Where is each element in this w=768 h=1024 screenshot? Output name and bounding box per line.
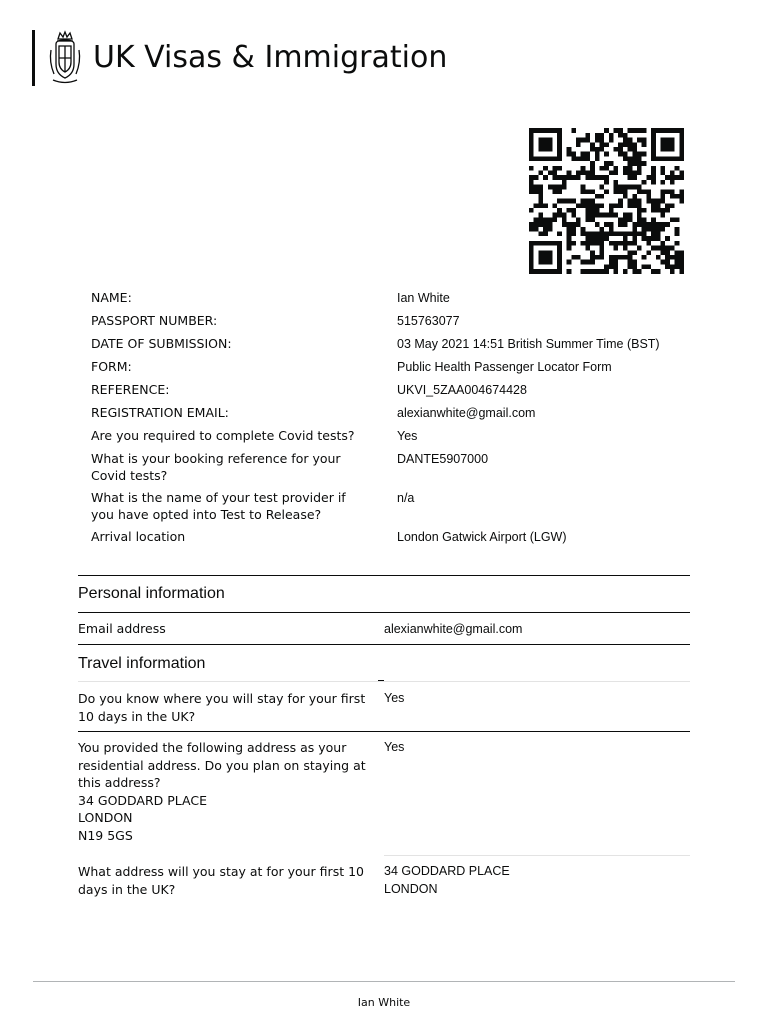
footer-name: Ian White <box>357 996 411 1009</box>
address-line: LONDON <box>384 881 438 896</box>
summary-value: DANTE5907000 <box>397 452 489 466</box>
row-divider <box>78 681 690 682</box>
section-divider <box>78 575 690 576</box>
dash-mark <box>378 680 384 681</box>
answer-know-stay: Yes <box>384 691 405 705</box>
summary-label: FORM: <box>91 359 132 374</box>
travel-info-heading: Travel information <box>78 655 206 672</box>
summary-value: n/a <box>397 491 415 505</box>
summary-value: Yes <box>397 429 418 443</box>
summary-value: Ian White <box>397 291 450 305</box>
section-divider <box>78 644 690 645</box>
summary-value: 515763077 <box>397 314 460 328</box>
summary-label: PASSPORT NUMBER: <box>91 313 218 328</box>
royal-coat-of-arms-icon <box>48 30 82 86</box>
question-know-stay: Do you know where you will stay for your first 10 days in the UK? <box>78 691 366 724</box>
summary-label: NAME: <box>91 290 132 305</box>
answer-residential-address: Yes <box>384 740 405 754</box>
row-divider <box>384 855 690 856</box>
summary-label: What is your booking reference for your Covid tests? <box>91 451 341 483</box>
summary-value: London Gatwick Airport (LGW) <box>397 530 567 544</box>
email-value: alexianwhite@gmail.com <box>384 622 523 636</box>
summary-label: REFERENCE: <box>91 382 170 397</box>
question-residential-address <box>78 739 368 844</box>
email-label: Email address <box>78 621 166 636</box>
summary-label: REGISTRATION EMAIL: <box>91 405 229 420</box>
address-line: 34 GODDARD PLACE <box>384 864 510 878</box>
section-divider <box>78 612 690 613</box>
summary-value: UKVI_5ZAA004674428 <box>397 383 527 397</box>
personal-info-heading: Personal information <box>78 585 225 602</box>
summary-label: What is the name of your test provider if you have opted into Test to Release? <box>91 490 346 522</box>
question-stay-address: What address will you stay at for your first 10 days in the UK? <box>78 864 364 897</box>
row-divider <box>78 731 690 732</box>
summary-label: Arrival location <box>91 529 186 544</box>
summary-label: Are you required to complete Covid tests? <box>91 428 355 443</box>
address-line: LONDON <box>78 810 133 825</box>
qr-code-image <box>529 128 684 274</box>
address-line: 34 GODDARD PLACE <box>78 792 208 808</box>
question-text: You provided the following address as your residential address. Do you plan on staying at this address? <box>78 740 366 790</box>
summary-value: 03 May 2021 14:51 British Summer Time (BST) <box>397 337 660 351</box>
header-rule <box>32 30 35 86</box>
footer-rule <box>33 981 735 982</box>
summary-label: DATE OF SUBMISSION: <box>91 336 232 351</box>
summary-value: Public Health Passenger Locator Form <box>397 360 612 374</box>
summary-value: alexianwhite@gmail.com <box>397 406 536 420</box>
app-title: UK Visas & Immigration <box>93 40 448 75</box>
address-line: N19 5GS <box>78 827 133 843</box>
answer-stay-address <box>384 863 510 898</box>
